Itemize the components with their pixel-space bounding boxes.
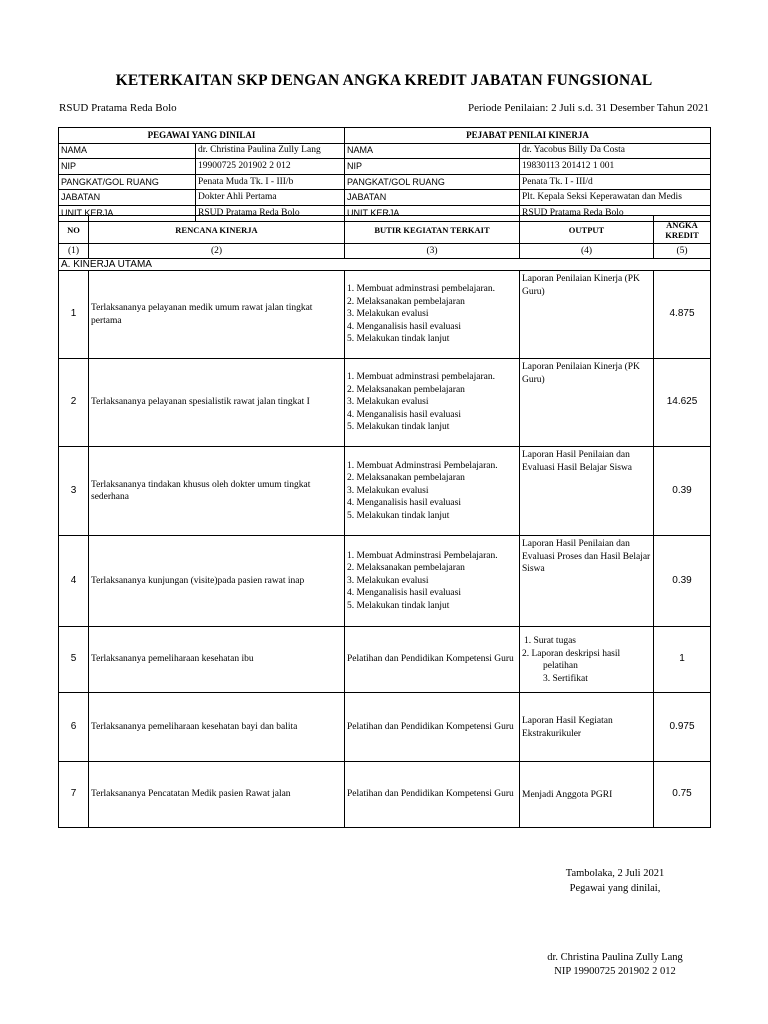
row-butir <box>345 359 520 447</box>
butir-line: 4. Menganalisis hasil evaluasi <box>347 498 461 509</box>
pegawai-nama-label: NAMA <box>59 143 196 159</box>
butir-line: 4. Menganalisis hasil evaluasi <box>347 588 461 599</box>
row-butir <box>345 447 520 536</box>
row-rencana: Terlaksananya pemeliharaan kesehatan bayi dan balita <box>89 693 345 762</box>
row-kredit: 0.75 <box>654 762 711 828</box>
col-number-3: (3) <box>345 244 520 259</box>
table-row <box>59 536 711 627</box>
butir-line: 4. Menganalisis hasil evaluasi <box>347 409 461 420</box>
col-header-butir: BUTIR KEGIATAN TERKAIT <box>345 216 520 244</box>
section-label: A. KINERJA UTAMA <box>59 259 711 271</box>
pejabat-jabatan-value: Plt. Kepala Seksi Keperawatan dan Medis <box>520 190 711 206</box>
butir-line: 5. Melakukan tindak lanjut <box>347 600 450 611</box>
signature-nip: NIP 19900725 201902 2 012 <box>554 966 676 977</box>
butir-line: 1. Membuat Adminstrasi Pembelajaran. <box>347 550 498 561</box>
row-rencana: Terlaksananya kunjungan (visite)pada pasien rawat inap <box>89 536 345 627</box>
table-row <box>59 693 711 762</box>
row-butir <box>345 536 520 627</box>
output-line: 3. Sertifikat <box>543 673 588 684</box>
row-output: Laporan Hasil Penilaian dan Evaluasi Proses dan Hasil Belajar Siswa <box>520 536 654 627</box>
row-output: Laporan Penilaian Kinerja (PK Guru) <box>520 359 654 447</box>
unit-kerja-header: RSUD Pratama Reda Bolo <box>59 102 177 114</box>
row-kredit: 14.625 <box>654 359 711 447</box>
row-output: Laporan Hasil Kegiatan Ekstrakurikuler <box>520 693 654 762</box>
pegawai-unit-label: UNIT KERJA <box>59 205 196 221</box>
row-output: Laporan Penilaian Kinerja (PK Guru) <box>520 271 654 359</box>
pegawai-pangkat-label: PANGKAT/GOL RUANG <box>59 174 196 190</box>
row-kredit: 0.975 <box>654 693 711 762</box>
col-header-kredit <box>654 216 711 244</box>
col-header-rencana: RENCANA KINERJA <box>89 216 345 244</box>
kinerja-table <box>58 215 711 828</box>
pegawai-jabatan-label: JABATAN <box>59 190 196 206</box>
pejabat-nama-value: dr. Yacobus Billy Da Costa <box>520 143 711 159</box>
col-header-kredit-line2: KREDIT <box>665 229 699 240</box>
row-kredit: 0.39 <box>654 447 711 536</box>
pejabat-unit-value: RSUD Pratama Reda Bolo <box>520 205 711 221</box>
col-number-5: (5) <box>654 244 711 259</box>
col-header-no: NO <box>59 216 89 244</box>
col-number-1: (1) <box>59 244 89 259</box>
col-header-kredit-line1: ANGKA <box>666 219 698 230</box>
document-title: KETERKAITAN SKP DENGAN ANGKA KREDIT JABATAN FUNGSIONAL <box>115 72 653 89</box>
col-number-2: (2) <box>89 244 345 259</box>
row-butir: Pelatihan dan Pendidikan Kompetensi Guru <box>345 627 520 693</box>
pejabat-nip-value: 19830113 201412 1 001 <box>520 159 711 175</box>
pegawai-nip-label: NIP <box>59 159 196 175</box>
output-line: 2. Laporan deskripsi hasil <box>522 648 621 659</box>
output-line: pelatihan <box>543 661 578 671</box>
row-kredit: 4.875 <box>654 271 711 359</box>
row-rencana: Terlaksananya Pencatatan Medik pasien Rawat jalan <box>89 762 345 828</box>
pegawai-jabatan-value: Dokter Ahli Pertama <box>196 190 345 206</box>
row-rencana: Terlaksananya pelayanan medik umum rawat jalan tingkat pertama <box>89 271 345 359</box>
row-butir: Pelatihan dan Pendidikan Kompetensi Guru <box>345 693 520 762</box>
butir-line: 3. Melakukan evalusi <box>347 397 429 408</box>
pejabat-unit-label: UNIT KERJA <box>345 205 520 221</box>
butir-line: 3. Melakukan evalusi <box>347 309 429 320</box>
table-row <box>59 627 711 693</box>
col-number-4: (4) <box>520 244 654 259</box>
butir-line: 2. Melaksanakan pembelajaran <box>347 473 465 484</box>
col-header-output: OUTPUT <box>520 216 654 244</box>
pegawai-header: PEGAWAI YANG DINILAI <box>59 128 345 144</box>
pejabat-header: PEJABAT PENILAI KINERJA <box>345 128 711 144</box>
table-row <box>59 447 711 536</box>
pejabat-nama-label: NAMA <box>345 143 520 159</box>
butir-line: 5. Melakukan tindak lanjut <box>347 510 450 521</box>
signature-place-date: Tambolaka, 2 Juli 2021 <box>565 868 665 879</box>
pegawai-unit-value: RSUD Pratama Reda Bolo <box>196 205 345 221</box>
table-row <box>59 271 711 359</box>
row-output: Menjadi Anggota PGRI <box>520 762 654 828</box>
butir-line: 3. Melakukan evalusi <box>347 575 429 586</box>
column-number-row <box>59 244 711 259</box>
pegawai-nama-value: dr. Christina Paulina Zully Lang <box>196 143 345 159</box>
butir-line: 1. Membuat adminstrasi pembelajaran. <box>347 372 495 383</box>
row-no: 4 <box>59 536 89 627</box>
row-no: 3 <box>59 447 89 536</box>
butir-line: 5. Melakukan tindak lanjut <box>347 334 450 345</box>
butir-line: 1. Membuat Adminstrasi Pembelajaran. <box>347 460 498 471</box>
pejabat-pangkat-label: PANGKAT/GOL RUANG <box>345 174 520 190</box>
pegawai-nip-value: 19900725 201902 2 012 <box>196 159 345 175</box>
row-no: 5 <box>59 627 89 693</box>
section-row <box>59 259 711 271</box>
butir-line: 4. Menganalisis hasil evaluasi <box>347 321 461 332</box>
periode-penilaian: Periode Penilaian: 2 Juli s.d. 31 Desember Tahun 2021 <box>468 102 709 114</box>
signature-name: dr. Christina Paulina Zully Lang <box>547 952 683 963</box>
row-rencana: Terlaksananya pelayanan spesialistik rawat jalan tingkat I <box>89 359 345 447</box>
signature-role: Pegawai yang dinilai, <box>569 883 661 894</box>
identity-table <box>58 127 711 222</box>
pegawai-pangkat-value: Penata Muda Tk. I - III/b <box>196 174 345 190</box>
table-row <box>59 359 711 447</box>
row-no: 2 <box>59 359 89 447</box>
table-row <box>59 762 711 828</box>
pejabat-jabatan-label: JABATAN <box>345 190 520 206</box>
row-rencana: Terlaksananya tindakan khusus oleh dokter umum tingkat sederhana <box>89 447 345 536</box>
row-output: Laporan Hasil Penilaian dan Evaluasi Hasil Belajar Siswa <box>520 447 654 536</box>
pejabat-nip-label: NIP <box>345 159 520 175</box>
butir-line: 2. Melaksanakan pembelajaran <box>347 563 465 574</box>
butir-line: 3. Melakukan evalusi <box>347 485 429 496</box>
row-kredit: 0.39 <box>654 536 711 627</box>
row-no: 6 <box>59 693 89 762</box>
output-line: 1. Surat tugas <box>524 636 576 646</box>
row-butir <box>345 271 520 359</box>
butir-line: 1. Membuat adminstrasi pembelajaran. <box>347 284 495 295</box>
row-no: 7 <box>59 762 89 828</box>
butir-line: 2. Melaksanakan pembelajaran <box>347 384 465 395</box>
table-header-row <box>59 216 711 244</box>
row-output <box>520 627 654 693</box>
row-butir: Pelatihan dan Pendidikan Kompetensi Guru <box>345 762 520 828</box>
row-kredit: 1 <box>654 627 711 693</box>
butir-line: 5. Melakukan tindak lanjut <box>347 422 450 433</box>
row-rencana: Terlaksananya pemeliharaan kesehatan ibu <box>89 627 345 693</box>
pejabat-pangkat-value: Penata Tk. I - III/d <box>520 174 711 190</box>
butir-line: 2. Melaksanakan pembelajaran <box>347 296 465 307</box>
row-no: 1 <box>59 271 89 359</box>
